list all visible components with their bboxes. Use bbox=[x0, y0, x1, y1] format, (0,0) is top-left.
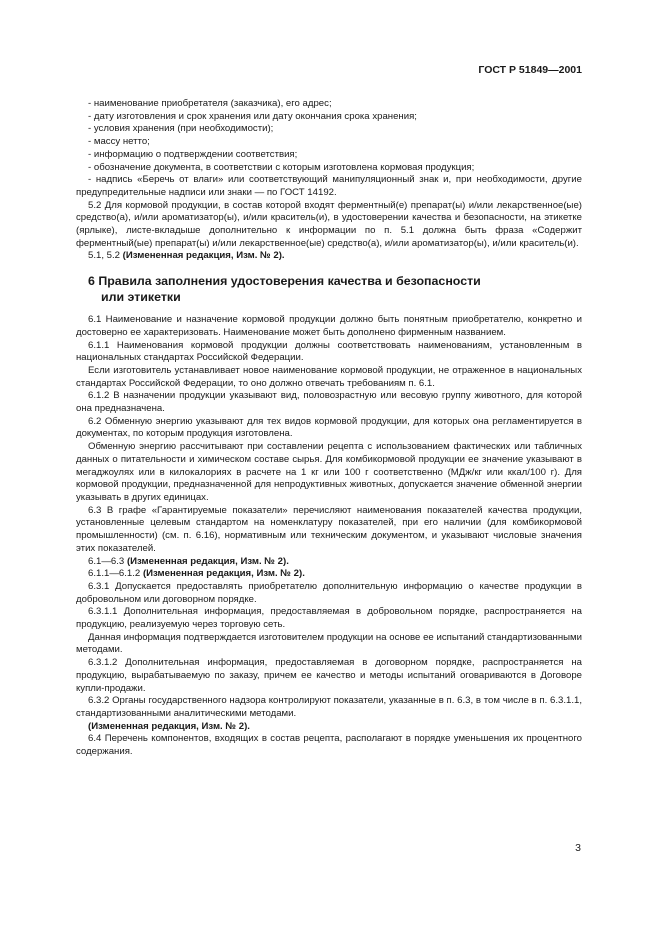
clause-6-1-2: 6.1.2 В назначении продукции указывают вид, половозрастную или весовую группу животного, для которой она предназначена. bbox=[76, 390, 582, 415]
amendment-note: (Измененная редакция, Изм. № 2). bbox=[88, 720, 250, 732]
clause-6-3-1-1: 6.3.1.1 Дополнительная информация, предоставляемая в добровольном порядке, распространяется на продукцию, реализуемую через торговую сеть. bbox=[76, 606, 582, 631]
amendment-note: 6.1.1—6.1.2 (Измененная редакция, Изм. № 2). bbox=[88, 568, 305, 580]
section-6-heading bbox=[76, 274, 582, 305]
clause-6-1-1: 6.1.1 Наименования кормовой продукции должны соответствовать наименованиям, установленным в национальных стандартах Российской Федерации. bbox=[76, 339, 582, 364]
clause-6-4: 6.4 Перечень компонентов, входящих в состав рецепта, располагают в порядке уменьшения их процентного содержания. bbox=[76, 733, 582, 758]
amendment-note: 6.1—6.3 (Измененная редакция, Изм. № 2). bbox=[88, 555, 289, 567]
section-title-line-1: 6 Правила заполнения удостоверения качества и безопасности bbox=[88, 274, 481, 289]
page-body bbox=[76, 98, 582, 759]
clause-6-3-1: 6.3.1 Допускается предоставлять приобретателю дополнительную информацию о качестве продукции в добровольном или договорном порядке. bbox=[76, 580, 582, 605]
clause-6-3: 6.3 В графе «Гарантируемые показатели» перечисляют наименования показателей качества продукции, установленные целевым стандартом на номенклатуру показателей, при его наличии (для комбикормовой промышленности) (см. п. 6.16), нормативным или техническим документом, и указывают числовые значения этих показателей. bbox=[76, 504, 582, 554]
list-item: - дату изготовления и срок хранения или дату окончания срока хранения; bbox=[88, 110, 417, 122]
list-item: - информацию о подтверждении соответствия; bbox=[88, 148, 298, 160]
clause-6-3-1-1-cont: Данная информация подтверждается изготовителем продукции на основе ее испытаний стандартизованными методами. bbox=[76, 631, 582, 656]
page-number: 3 bbox=[575, 842, 581, 854]
clause-6-3-2: 6.3.2 Органы государственного надзора контролируют показатели, указанные в п. 6.3, в том числе в п. 6.3.1.1, стандартизованными аналитическими методами. bbox=[76, 695, 582, 719]
list-item: - обозначение документа, в соответствии с которым изготовлена кормовая продукция; bbox=[88, 161, 475, 173]
clause-6-2: 6.2 Обменную энергию указывают для тех видов кормовой продукции, для которых она регламентируется в документах, по которым продукция изготовлена. bbox=[76, 415, 582, 440]
clause-6-1-1-cont: Если изготовитель устанавливает новое наименование кормовой продукции, не отраженное в национальных стандартах Российской Федерации, то оно должно отвечать требованиям п. 6.1. bbox=[76, 364, 582, 389]
clause-6-2-cont: Обменную энергию рассчитывают при составлении рецепта с использованием фактических или табличных данных о питательности и химическом составе сырья. Для комбикормовой продукции ее значение указывают в мегаджоулях или в килокалориях в расчете на 1 кг или 100 г соответственно (МДж/кг или ккал/100 г). Для кормовой продукции, предназначенной для непродуктивных животных, допускается значение обменной энергии указывать в других единицах. bbox=[76, 441, 582, 503]
list-item: - наименование приобретателя (заказчика), его адрес; bbox=[88, 98, 332, 109]
list-item: - условия хранения (при необходимости); bbox=[88, 123, 274, 135]
standard-designation: ГОСТ Р 51849—2001 bbox=[478, 64, 582, 76]
list-item: - массу нетто; bbox=[88, 136, 150, 148]
list-item: - надпись «Беречь от влаги» или соответствующий манипуляционный знак и, при необходимости, другие предупредительные надписи или знаки — по ГОСТ 14192. bbox=[76, 174, 582, 198]
amendment-note: 5.1, 5.2 (Измененная редакция, Изм. № 2). bbox=[88, 250, 285, 262]
clause-6-1: 6.1 Наименование и назначение кормовой продукции должно быть понятным приобретателю, конкретно и достоверно ее характеризовать. Наименование может быть дополнено фирменным названием. bbox=[76, 314, 582, 338]
section-title-line-2: или этикетки bbox=[101, 289, 181, 304]
clause-6-3-1-2: 6.3.1.2 Дополнительная информация, предоставляемая в договорном порядке, распространяется на продукцию, вырабатываемую по заказу, причем ее качество и методы испытаний оговариваются в Договоре купли-продажи. bbox=[76, 657, 582, 694]
clause-5-2: 5.2 Для кормовой продукции, в состав которой входят ферментный(е) препарат(ы) и/или лекарственное(ые) средство(а), и/или ароматизатор(ы), и/или краситель(и), в удостоверении качества и безопасности, на этикетке (ярлыке), листе-вкладыше дополнительно к информации по п. 5.1 должна быть фраза «Содержит ферментный(ые) препарат(ы) и/или лекарственное(ые) средство(а), и/или ароматизатор(ы), и/или краситель(и). bbox=[76, 199, 582, 249]
